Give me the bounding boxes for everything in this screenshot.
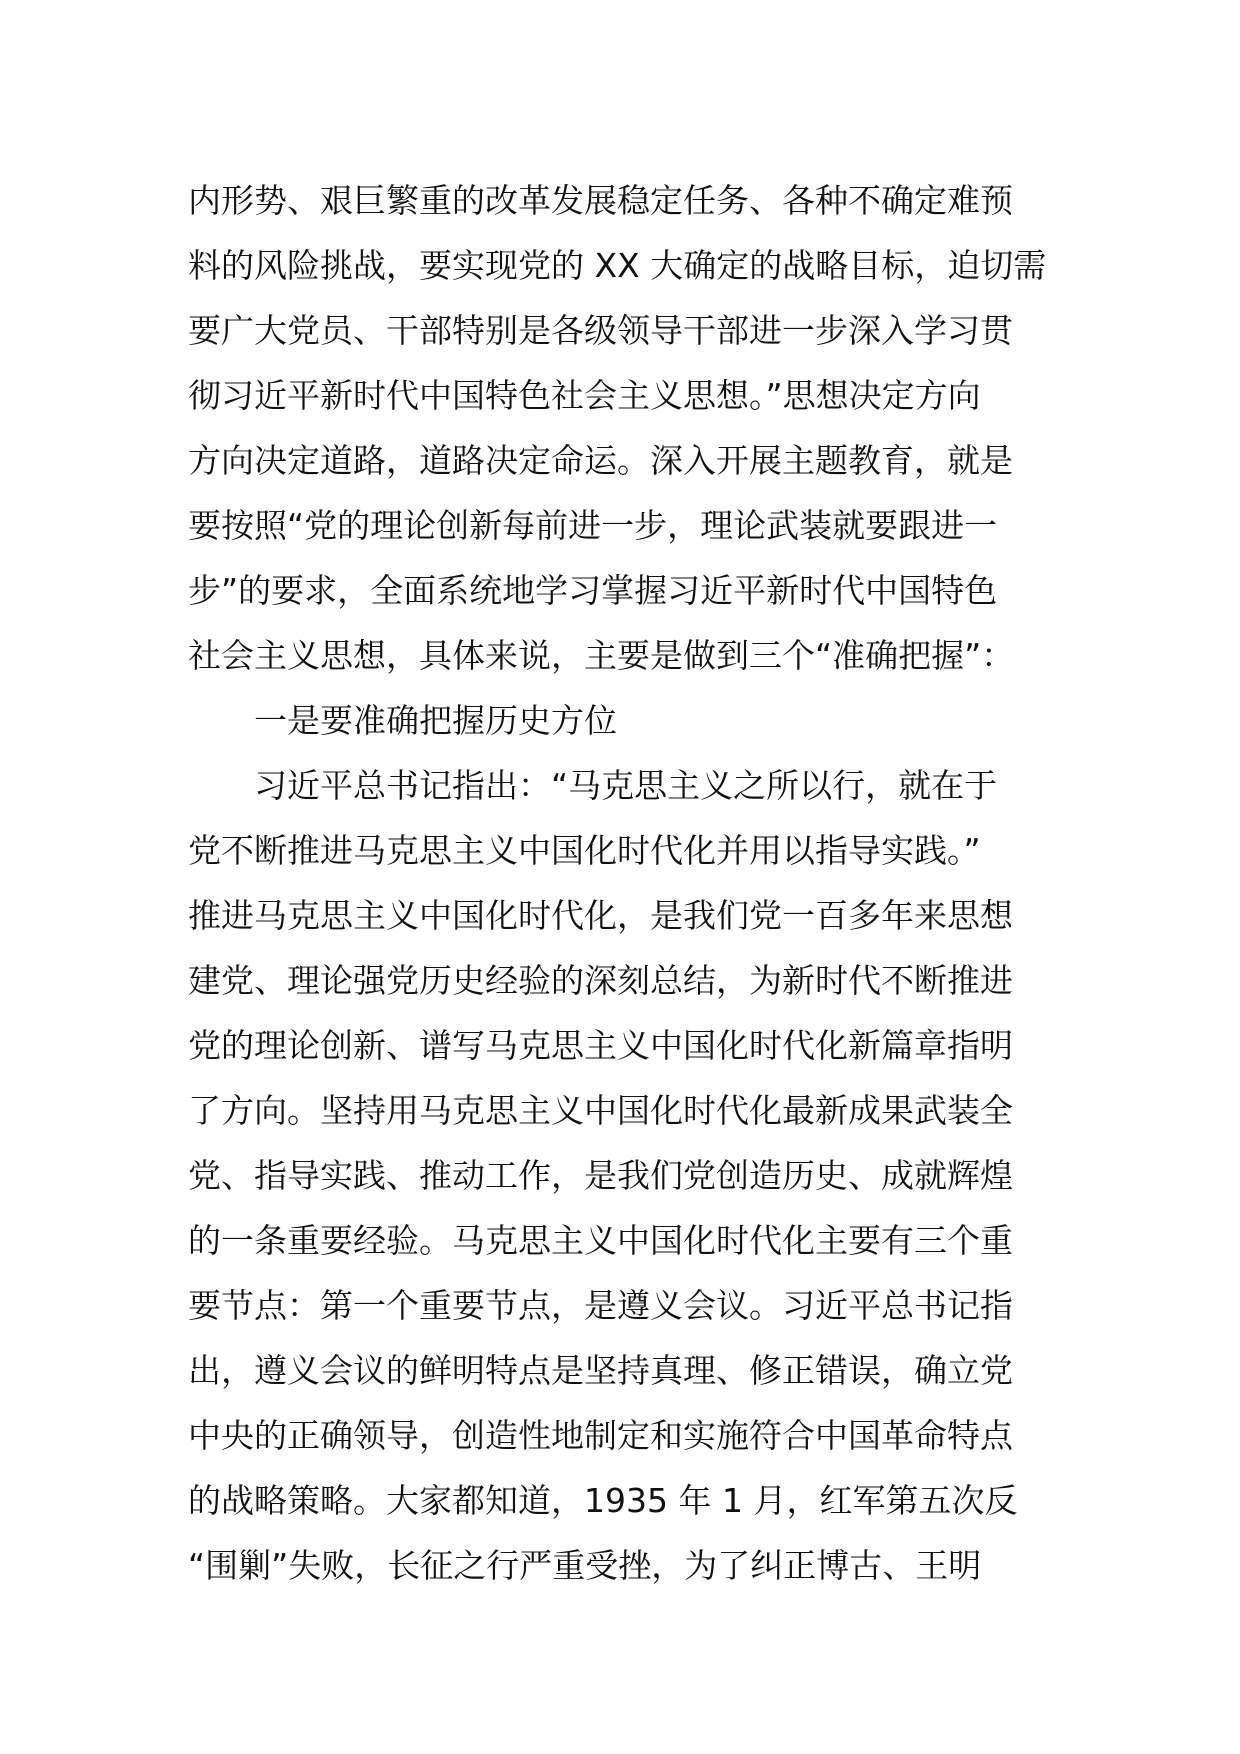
text-line: 建党、理论强党历史经验的深刻总结，为新时代不断推进 (188, 961, 1013, 1000)
text-line: 内形势、艰巨繁重的改革发展稳定任务、各种不确定难预 (188, 181, 1013, 220)
text-line: 方向决定道路，道路决定命运。深入开展主题教育，就是 (188, 441, 1013, 480)
text-line: 的一条重要经验。马克思主义中国化时代化主要有三个重 (188, 1221, 1013, 1260)
text-line: 彻习近平新时代中国特色社会主义思想。”思想决定方向 (188, 376, 981, 415)
body-text (188, 168, 1068, 1598)
text-line: 推进马克思主义中国化时代化，是我们党一百多年来思想 (188, 896, 1013, 935)
text-line: 要广大党员、干部特别是各级领导干部进一步深入学习贯 (188, 311, 1013, 350)
paragraph-start-line: 习近平总书记指出：“马克思主义之所以行，就在于 (254, 766, 998, 805)
text-line: “围剿”失败，长征之行严重受挫，为了纠正博古、王明 (188, 1546, 982, 1585)
text-line: 社会主义思想，具体来说，主要是做到三个“准确把握”： (188, 636, 1015, 675)
text-line: 步”的要求，全面系统地学习掌握习近平新时代中国特色 (188, 571, 998, 610)
text-line: 党、指导实践、推动工作，是我们党创造历史、成就辉煌 (188, 1156, 1013, 1195)
text-line: 要按照“党的理论创新每前进一步，理论武装就要跟进一 (188, 506, 998, 545)
text-line: 党不断推进马克思主义中国化时代化并用以指导实践。” (188, 831, 981, 870)
text-line: 了方向。坚持用马克思主义中国化时代化最新成果武装全 (188, 1091, 1013, 1130)
text-line: 的战略策略。大家都知道，1935 年 1 月，红军第五次反 (188, 1481, 1018, 1520)
text-line: 料的风险挑战，要实现党的 XX 大确定的战略目标，迫切需 (188, 246, 1047, 285)
text-line: 出，遵义会议的鲜明特点是坚持真理、修正错误，确立党 (188, 1351, 1013, 1390)
text-line: 中央的正确领导，创造性地制定和实施符合中国革命特点 (188, 1416, 1013, 1455)
section-heading: 一是要准确把握历史方位 (254, 701, 617, 740)
text-line: 要节点：第一个重要节点，是遵义会议。习近平总书记指 (188, 1286, 1013, 1325)
text-line: 党的理论创新、谱写马克思主义中国化时代化新篇章指明 (188, 1026, 1013, 1065)
